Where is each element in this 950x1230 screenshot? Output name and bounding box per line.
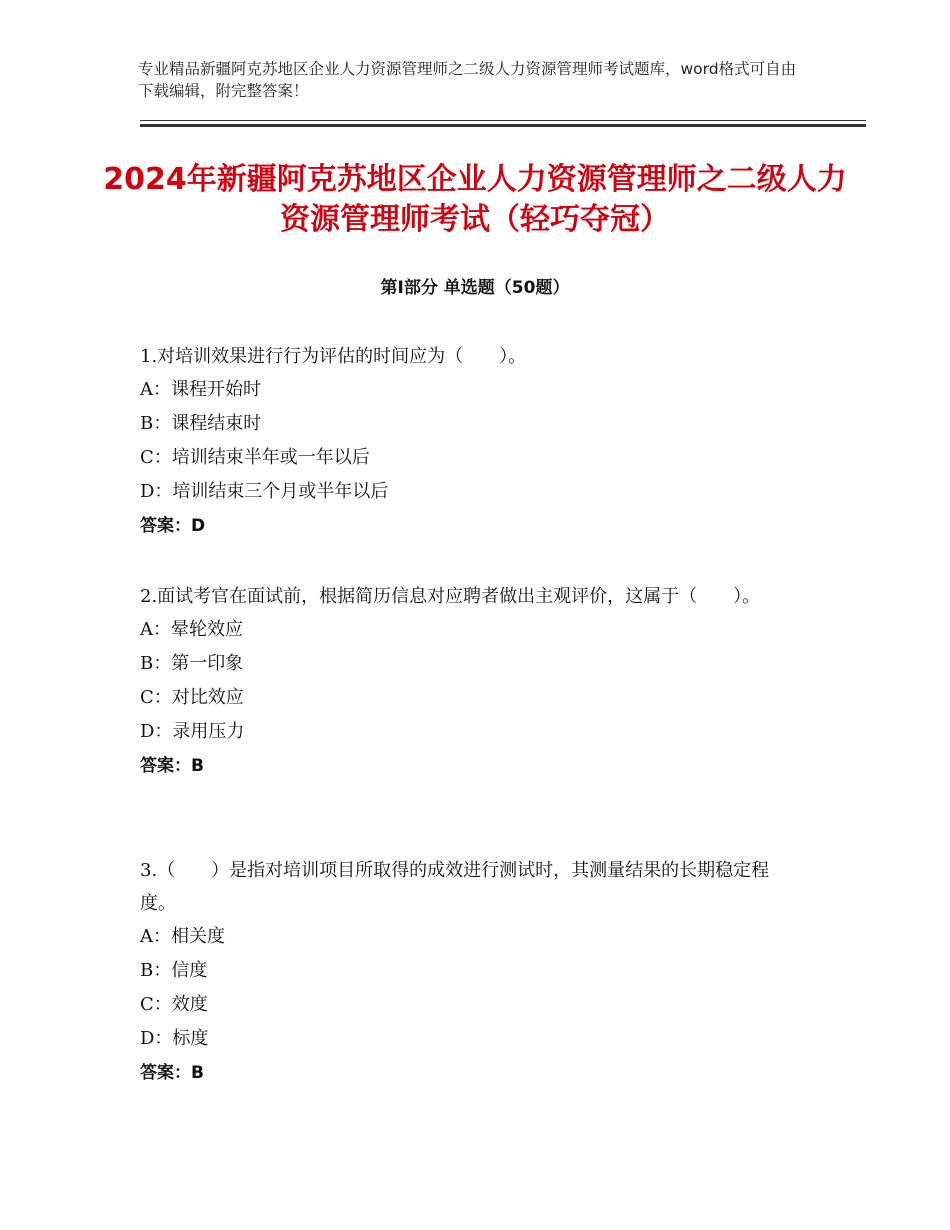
option-d: D：录用压力 — [140, 721, 245, 742]
question-stem: 3.（ ）是指对培训项目所取得的成效进行测试时，其测量结果的长期稳定程度。 — [140, 860, 770, 914]
option-a: A：晕轮效应 — [140, 619, 243, 640]
question-2 — [140, 580, 800, 783]
answer: 答案：B — [140, 1063, 204, 1083]
option-a: A：课程开始时 — [140, 379, 261, 400]
option-b: B：课程结束时 — [140, 413, 262, 434]
question-1 — [140, 340, 800, 543]
option-c: C：培训结束半年或一年以后 — [140, 447, 370, 468]
answer: 答案：B — [140, 756, 204, 776]
option-b: B：信度 — [140, 960, 208, 981]
option-d: D：标度 — [140, 1028, 209, 1049]
document-title: 2024年新疆阿克苏地区企业人力资源管理师之二级人力资源管理师考试（轻巧夺冠） — [103, 162, 847, 237]
question-stem: 2.面试考官在面试前，根据简历信息对应聘者做出主观评价，这属于（ ）。 — [140, 586, 761, 607]
option-c: C：对比效应 — [140, 687, 244, 708]
answer: 答案：D — [140, 516, 206, 536]
header-rule-thin — [140, 120, 866, 121]
option-b: B：第一印象 — [140, 653, 244, 674]
header-rule-thick — [140, 124, 866, 127]
question-3 — [140, 854, 800, 1090]
option-d: D：培训结束三个月或半年以后 — [140, 481, 389, 502]
question-stem: 1.对培训效果进行行为评估的时间应为（ ）。 — [140, 346, 527, 367]
header-note: 专业精品新疆阿克苏地区企业人力资源管理师之二级人力资源管理师考试题库，word格式可自由下载编辑，附完整答案！ — [138, 60, 797, 100]
section-title: 第Ⅰ部分 单选题（50题） — [380, 278, 570, 298]
option-a: A：相关度 — [140, 926, 225, 947]
option-c: C：效度 — [140, 994, 208, 1015]
